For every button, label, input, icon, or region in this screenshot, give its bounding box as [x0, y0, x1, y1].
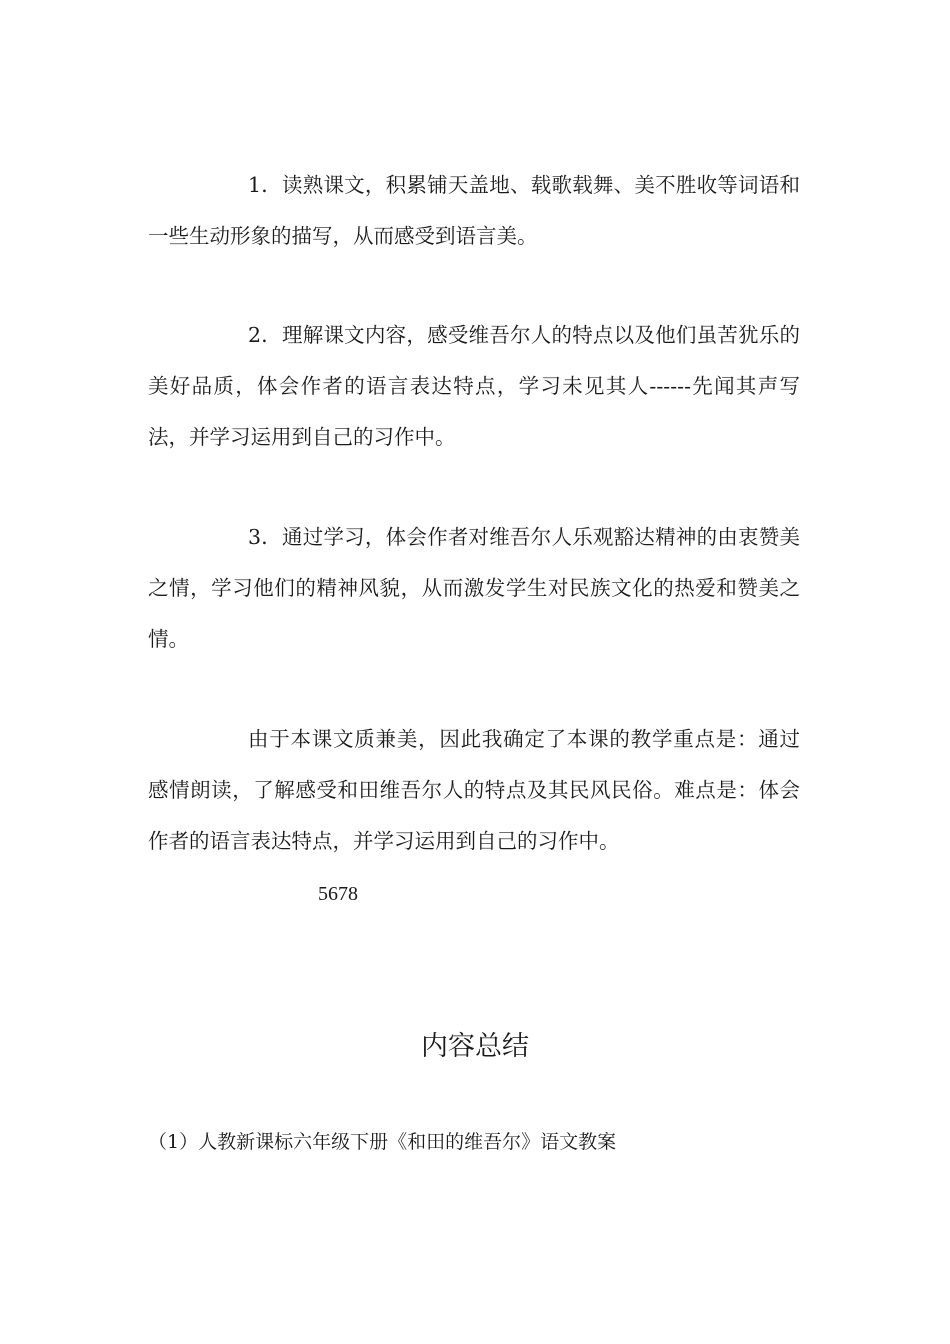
key-points-paragraph: 由于本课文质兼美，因此我确定了本课的教学重点是：通过感情朗读，了解感受和田维吾尔人的特点及其民风民俗。难点是：体会作者的语言表达特点，并学习运用到自己的习作中。 [148, 727, 800, 853]
summary-item: （1）人教新课标六年级下册《和田的维吾尔》语文教案 [148, 1131, 617, 1153]
page-code: 5678 [318, 883, 358, 905]
summary-title: 内容总结 [421, 1031, 529, 1062]
objective-paragraph-2: 2．理解课文内容，感受维吾尔人的特点以及他们虽苦犹乐的美好品质，体会作者的语言表达特点，学习未见其人------先闻其声写法，并学习运用到自己的习作中。 [148, 323, 800, 449]
objective-paragraph-3: 3．通过学习，体会作者对维吾尔人乐观豁达精神的由衷赞美之情，学习他们的精神风貌，从而激发学生对民族文化的热爱和赞美之情。 [148, 525, 800, 651]
objective-paragraph-1: 1．读熟课文，积累铺天盖地、载歌载舞、美不胜收等词语和一些生动形象的描写，从而感受到语言美。 [148, 173, 800, 248]
